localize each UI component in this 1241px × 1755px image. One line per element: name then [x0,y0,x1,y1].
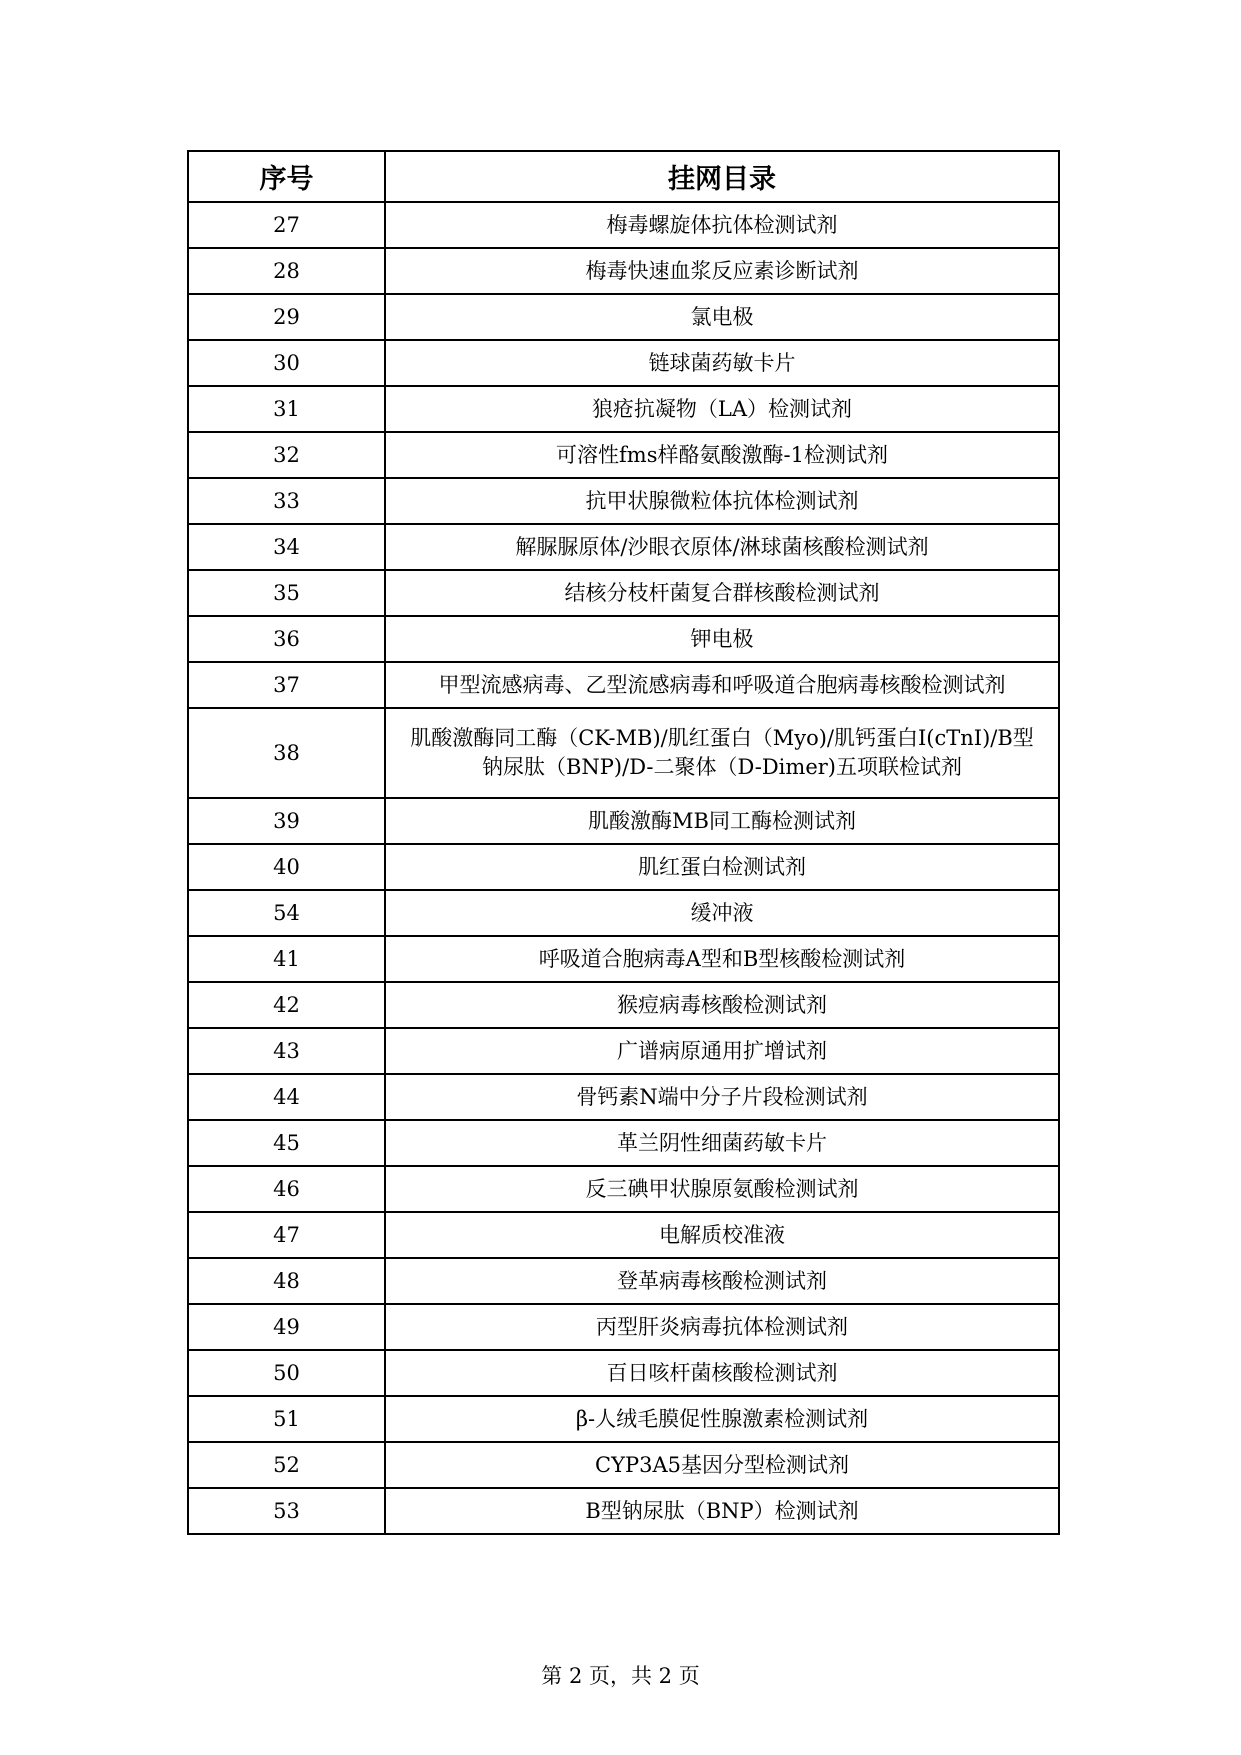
row-number: 28 [188,248,385,294]
row-item-name: 甲型流感病毒、乙型流感病毒和呼吸道合胞病毒核酸检测试剂 [385,662,1059,708]
row-number: 39 [188,798,385,844]
row-item-name: 可溶性fms样酪氨酸激酶-1检测试剂 [385,432,1059,478]
row-number: 42 [188,982,385,1028]
row-number: 48 [188,1258,385,1304]
row-item-name: 反三碘甲状腺原氨酸检测试剂 [385,1166,1059,1212]
row-item-name: 骨钙素N端中分子片段检测试剂 [385,1074,1059,1120]
table-row [188,1212,1059,1258]
table-row [188,340,1059,386]
row-number: 52 [188,1442,385,1488]
row-item-name: 狼疮抗凝物（LA）检测试剂 [385,386,1059,432]
table-row [188,936,1059,982]
table-row [188,798,1059,844]
row-item-name: 解脲脲原体/沙眼衣原体/淋球菌核酸检测试剂 [385,524,1059,570]
table-row [188,1488,1059,1534]
row-item-name-line-2: 钠尿肽（BNP)/D-二聚体（D-Dimer)五项联检试剂 [482,755,962,779]
table-row [188,386,1059,432]
row-item-name: 肌酸激酶MB同工酶检测试剂 [385,798,1059,844]
row-number: 35 [188,570,385,616]
row-item-name [385,708,1059,798]
table-row [188,1074,1059,1120]
table-row [188,478,1059,524]
table-row [188,708,1059,798]
row-number: 27 [188,202,385,248]
table-row [188,662,1059,708]
table-row [188,1396,1059,1442]
row-item-name: 缓冲液 [385,890,1059,936]
row-number: 49 [188,1304,385,1350]
table-row [188,294,1059,340]
catalog-table [187,150,1060,1535]
row-number: 45 [188,1120,385,1166]
table-row [188,844,1059,890]
row-item-name: 百日咳杆菌核酸检测试剂 [385,1350,1059,1396]
row-number: 41 [188,936,385,982]
table-row [188,432,1059,478]
row-item-name: 肌红蛋白检测试剂 [385,844,1059,890]
table-row [188,248,1059,294]
table-row [188,890,1059,936]
row-number: 50 [188,1350,385,1396]
row-item-name: 广谱病原通用扩增试剂 [385,1028,1059,1074]
row-number: 47 [188,1212,385,1258]
row-item-name: 梅毒螺旋体抗体检测试剂 [385,202,1059,248]
row-item-name: 呼吸道合胞病毒A型和B型核酸检测试剂 [385,936,1059,982]
page-number-footer: 第 2 页，共 2 页 [541,1664,700,1688]
row-number: 51 [188,1396,385,1442]
table-row [188,524,1059,570]
row-number: 30 [188,340,385,386]
table-row [188,1120,1059,1166]
row-item-name: B型钠尿肽（BNP）检测试剂 [385,1488,1059,1534]
row-number: 32 [188,432,385,478]
row-number: 46 [188,1166,385,1212]
row-item-name: 抗甲状腺微粒体抗体检测试剂 [385,478,1059,524]
header-catalog-item: 挂网目录 [385,151,1059,202]
row-item-name: 钾电极 [385,616,1059,662]
table-row [188,570,1059,616]
table-row [188,1166,1059,1212]
row-number: 37 [188,662,385,708]
row-item-name-line-1: 肌酸激酶同工酶（CK-MB)/肌红蛋白（Myo)/肌钙蛋白I(cTnI)/B型 [410,726,1034,750]
table-row [188,202,1059,248]
header-serial-number: 序号 [188,151,385,202]
row-number: 43 [188,1028,385,1074]
row-item-name: 丙型肝炎病毒抗体检测试剂 [385,1304,1059,1350]
row-number: 34 [188,524,385,570]
row-number: 33 [188,478,385,524]
row-item-name: 氯电极 [385,294,1059,340]
row-number: 44 [188,1074,385,1120]
row-number: 38 [188,708,385,798]
row-number: 36 [188,616,385,662]
row-item-name: 猴痘病毒核酸检测试剂 [385,982,1059,1028]
table-row [188,616,1059,662]
row-number: 40 [188,844,385,890]
row-item-name: 电解质校准液 [385,1212,1059,1258]
table-row [188,1350,1059,1396]
row-number: 31 [188,386,385,432]
row-item-name: 革兰阴性细菌药敏卡片 [385,1120,1059,1166]
row-number: 54 [188,890,385,936]
table-row [188,1304,1059,1350]
table-row [188,1028,1059,1074]
table-row [188,1258,1059,1304]
table-row [188,982,1059,1028]
row-number: 29 [188,294,385,340]
row-item-name: β-人绒毛膜促性腺激素检测试剂 [385,1396,1059,1442]
row-number: 53 [188,1488,385,1534]
row-item-name: CYP3A5基因分型检测试剂 [385,1442,1059,1488]
table-header-row [188,151,1059,202]
table-row [188,1442,1059,1488]
row-item-name: 登革病毒核酸检测试剂 [385,1258,1059,1304]
row-item-name: 梅毒快速血浆反应素诊断试剂 [385,248,1059,294]
row-item-name: 结核分枝杆菌复合群核酸检测试剂 [385,570,1059,616]
row-item-name: 链球菌药敏卡片 [385,340,1059,386]
